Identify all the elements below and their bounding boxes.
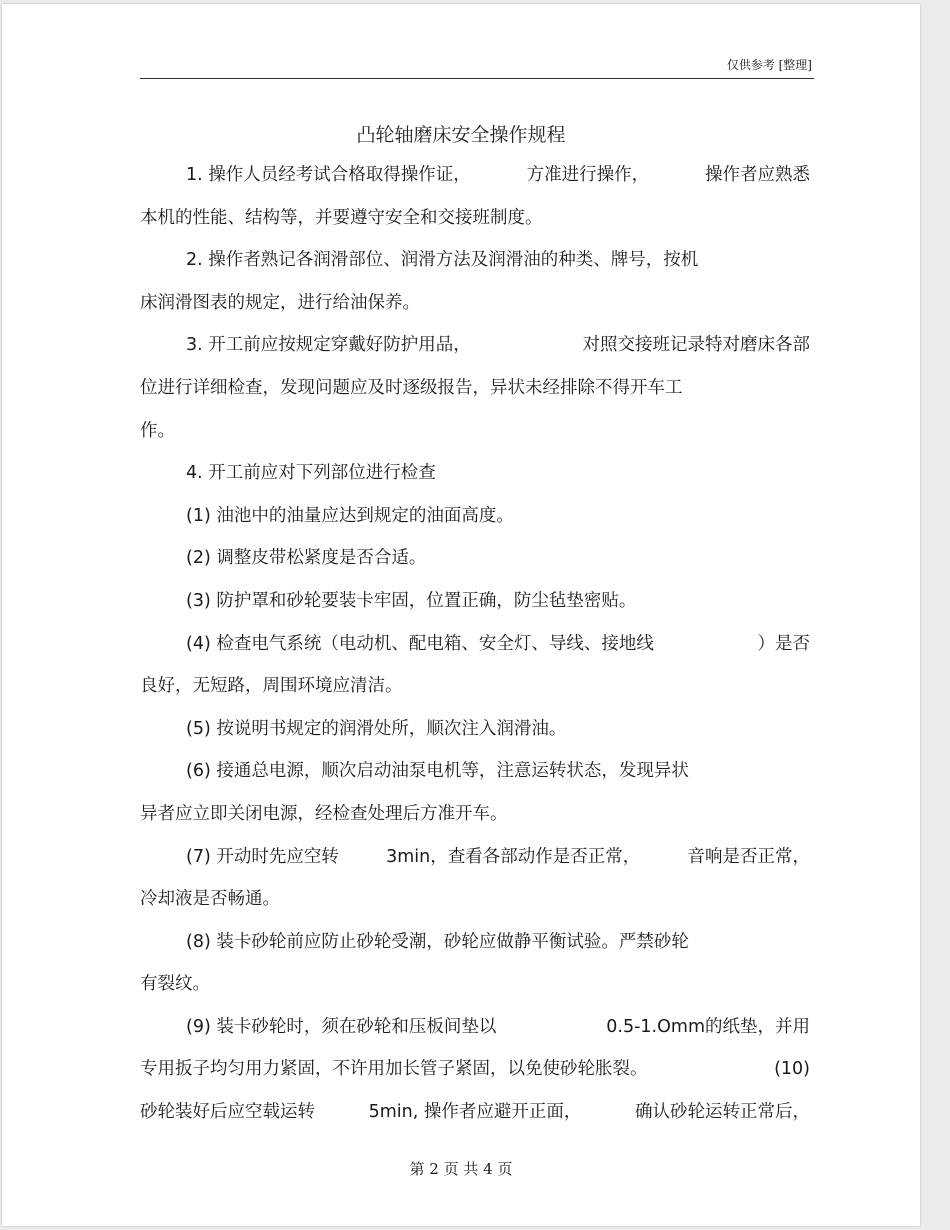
text-segment: (8) 装卡砂轮前应防止砂轮受潮，砂轮应做静平衡试验。严禁砂轮 [186,931,689,952]
text-segment: 音响是否正常， [687,846,810,867]
text-line [140,963,810,1006]
text-line [140,580,810,623]
text-segment: 砂轮装好后应空载运转 [140,1102,315,1123]
text-segment: 操作者应熟悉 [704,165,810,185]
text-line [140,1091,810,1134]
text-segment: (1) 油池中的油量应达到规定的油面高度。 [186,505,514,526]
text-line [140,239,810,282]
text-line [140,282,810,325]
text-segment: 3. 开工前应按规定穿戴好防护用品， [186,335,471,356]
text-segment: 作。 [140,420,175,441]
text-segment: 有裂纹。 [140,974,210,995]
text-segment: 2. 操作者熟记各润滑部位、润滑方法及润滑油的种类、牌号，按机 [186,250,699,271]
text-segment: 3min，查看各部动作是否正常， [386,846,641,867]
text-segment: (2) 调整皮带松紧度是否合适。 [186,548,427,569]
text-line [140,324,810,367]
text-segment: 良好，无短路，周围环境应清洁。 [140,676,403,697]
text-segment: 冷却液是否畅通。 [140,889,280,910]
text-line [140,452,810,495]
text-line [140,665,810,708]
page-footer: 第 2 页 共 4 页 [409,1160,513,1178]
text-line [140,1048,810,1091]
text-line [140,197,810,240]
text-line [140,836,810,879]
text-segment: 专用扳子均匀用力紧固，不许用加长管子紧固，以免使砂轮胀裂。 [140,1059,648,1080]
text-line [140,154,810,197]
text-line [140,410,810,453]
document-body [140,154,810,1134]
text-line [140,708,810,751]
text-line [140,367,810,410]
text-line [140,750,810,793]
text-segment: (4) 检查电气系统（电动机、配电箱、安全灯、导线、接地线 [186,633,654,654]
header-note: 仅供参考 [整理] [726,58,812,72]
text-line [140,495,810,538]
text-segment: (9) 装卡砂轮时，须在砂轮和压板间垫以 [186,1016,497,1037]
text-segment: ）是否 [757,633,810,654]
text-segment: 确认砂轮运转正常后， [634,1102,810,1123]
text-line [140,878,810,921]
text-segment: 4. 开工前应对下列部位进行检查 [186,463,436,484]
text-line [140,921,810,964]
document-title: 凸轮轴磨床安全操作规程 [356,124,566,146]
text-segment: (7) 开动时先应空转 [186,846,339,867]
text-segment: 对照交接班记录特对磨床各部 [582,335,810,356]
text-segment: 本机的性能、结构等，并要遵守安全和交接班制度。 [140,207,543,228]
text-segment: 位进行详细检查，发现问题应及时逐级报告，异状未经排除不得开车工 [140,377,683,398]
text-segment: (6) 接通总电源，顺次启动油泵电机等，注意运转状态，发现异状 [186,761,689,782]
text-segment: (5) 按说明书规定的润滑处所，顺次注入润滑油。 [186,718,567,739]
header-rule [140,78,814,79]
text-segment: 异者应立即关闭电源，经检查处理后方准开车。 [140,803,508,824]
text-line [140,1006,810,1049]
text-segment: (10) [774,1059,810,1080]
text-segment: 0.5-1.Omm的纸垫，并用 [606,1016,810,1037]
text-line [140,793,810,836]
document-page [2,4,920,1226]
text-segment: 5min, 操作者应避开正面， [368,1102,582,1123]
text-segment: 1. 操作人员经考试合格取得操作证， [186,165,471,185]
text-segment: 方准进行操作， [526,165,650,185]
text-segment: 床润滑图表的规定，进行给油保养。 [140,292,420,313]
text-line [140,537,810,580]
text-line [140,623,810,666]
text-segment: (3) 防护罩和砂轮要装卡牢固，位置正确，防尘毡垫密贴。 [186,590,637,611]
